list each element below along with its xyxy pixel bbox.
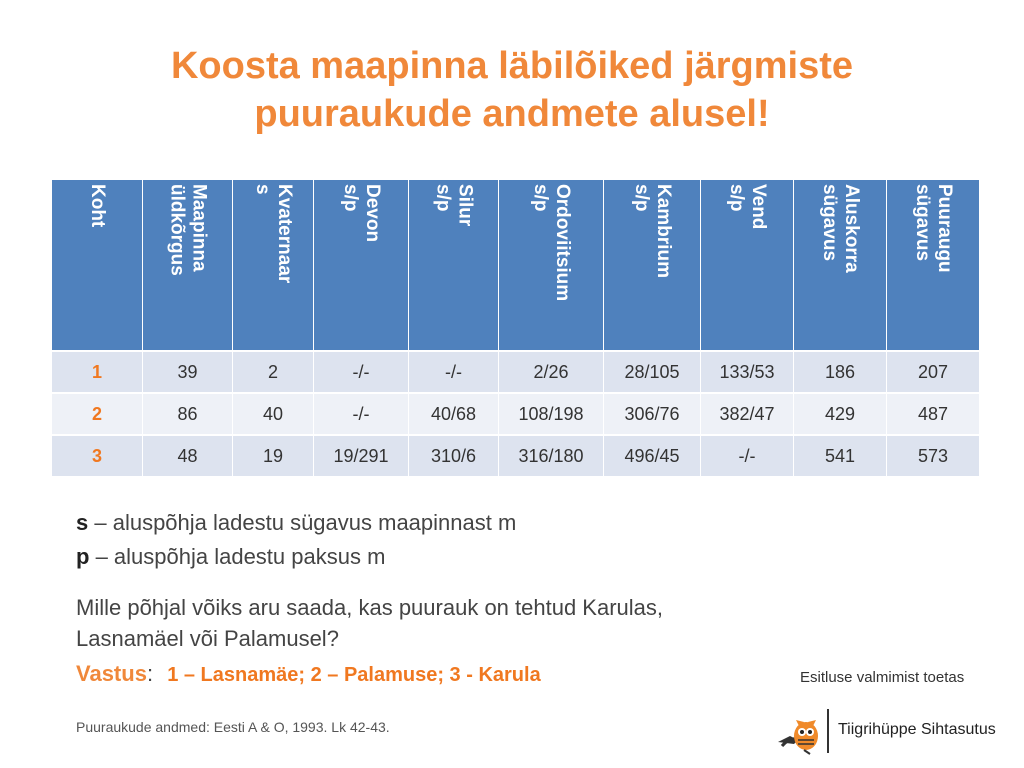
table-cell: 316/180 (499, 435, 604, 476)
table-cell: -/- (701, 435, 794, 476)
table-cell: 573 (887, 435, 980, 476)
table-cell: 40/68 (409, 393, 499, 435)
source-citation: Puuraukude andmed: Eesti A & O, 1993. Lk 42-43. (76, 719, 390, 735)
answer-label: Vastus (76, 661, 147, 686)
legend (76, 506, 516, 574)
table-cell: 19 (233, 435, 314, 476)
header-silur: Silur s/p (409, 180, 499, 351)
table-cell-koht: 1 (52, 351, 143, 393)
table-cell-koht: 3 (52, 435, 143, 476)
header-puuraugu: Puuraugu sügavus (887, 180, 980, 351)
table-cell: 496/45 (604, 435, 701, 476)
table-cell: 186 (794, 351, 887, 393)
header-kambrium: Kambrium s/p (604, 180, 701, 351)
table-row (52, 393, 979, 435)
legend-s-text: – aluspõhja ladestu sügavus maapinnast m (88, 510, 517, 535)
slide-title-line-1: Koosta maapinna läbilõiked järgmiste (170, 45, 854, 87)
slide-title-line-2: puuraukude andmete alusel! (254, 93, 770, 135)
table-cell: -/- (314, 351, 409, 393)
tiger-cat-icon (776, 706, 826, 756)
header-aluskorra: Aluskorra sügavus (794, 180, 887, 351)
table-cell: 306/76 (604, 393, 701, 435)
logo-separator (827, 709, 829, 753)
table-cell: 86 (143, 393, 233, 435)
table-cell: 207 (887, 351, 980, 393)
answer (76, 661, 541, 687)
table-cell: 429 (794, 393, 887, 435)
table-cell: 108/198 (499, 393, 604, 435)
table-cell: 541 (794, 435, 887, 476)
legend-s-key: s (76, 510, 89, 535)
sponsor-org-name: Tiigrihüppe Sihtasutus (838, 721, 996, 738)
table-cell: 310/6 (409, 435, 499, 476)
table-cell: -/- (409, 351, 499, 393)
header-koht: Koht (52, 180, 143, 351)
legend-s (76, 506, 516, 540)
answer-colon: : (146, 661, 154, 686)
table-cell: -/- (314, 393, 409, 435)
table-cell: 382/47 (701, 393, 794, 435)
question-line-1: Mille põhjal võiks aru saada, kas puurauk on tehtud Karulas, (76, 595, 664, 620)
borehole-table (52, 180, 979, 476)
legend-p (76, 540, 516, 574)
table-cell: 39 (143, 351, 233, 393)
legend-p-key: p (76, 544, 90, 569)
header-devon: Devon s/p (314, 180, 409, 351)
table-cell: 40 (233, 393, 314, 435)
table-row (52, 351, 979, 393)
table-cell: 487 (887, 393, 980, 435)
table-header-row (52, 180, 979, 351)
table-cell: 48 (143, 435, 233, 476)
header-vend: Vend s/p (701, 180, 794, 351)
table-cell: 133/53 (701, 351, 794, 393)
answer-value: 1 – Lasnamäe; 2 – Palamuse; 3 - Karula (167, 664, 541, 686)
question (76, 592, 896, 654)
table-cell-koht: 2 (52, 393, 143, 435)
question-line-2: Lasnamäel või Palamusel? (76, 626, 339, 651)
table-cell: 2 (233, 351, 314, 393)
slide-title (0, 42, 1024, 138)
header-ordoviitsium: Ordoviitsium s/p (499, 180, 604, 351)
sponsor-support-text: Esitluse valmimist toetas (800, 669, 965, 686)
sponsor-logo (776, 706, 1016, 756)
header-maapinna: Maapinna üldkõrgus (143, 180, 233, 351)
header-kvaternaar: Kvaternaar s (233, 180, 314, 351)
table-cell: 19/291 (314, 435, 409, 476)
table-row (52, 435, 979, 476)
legend-p-text: – aluspõhja ladestu paksus m (89, 544, 386, 569)
table-cell: 2/26 (499, 351, 604, 393)
table-cell: 28/105 (604, 351, 701, 393)
